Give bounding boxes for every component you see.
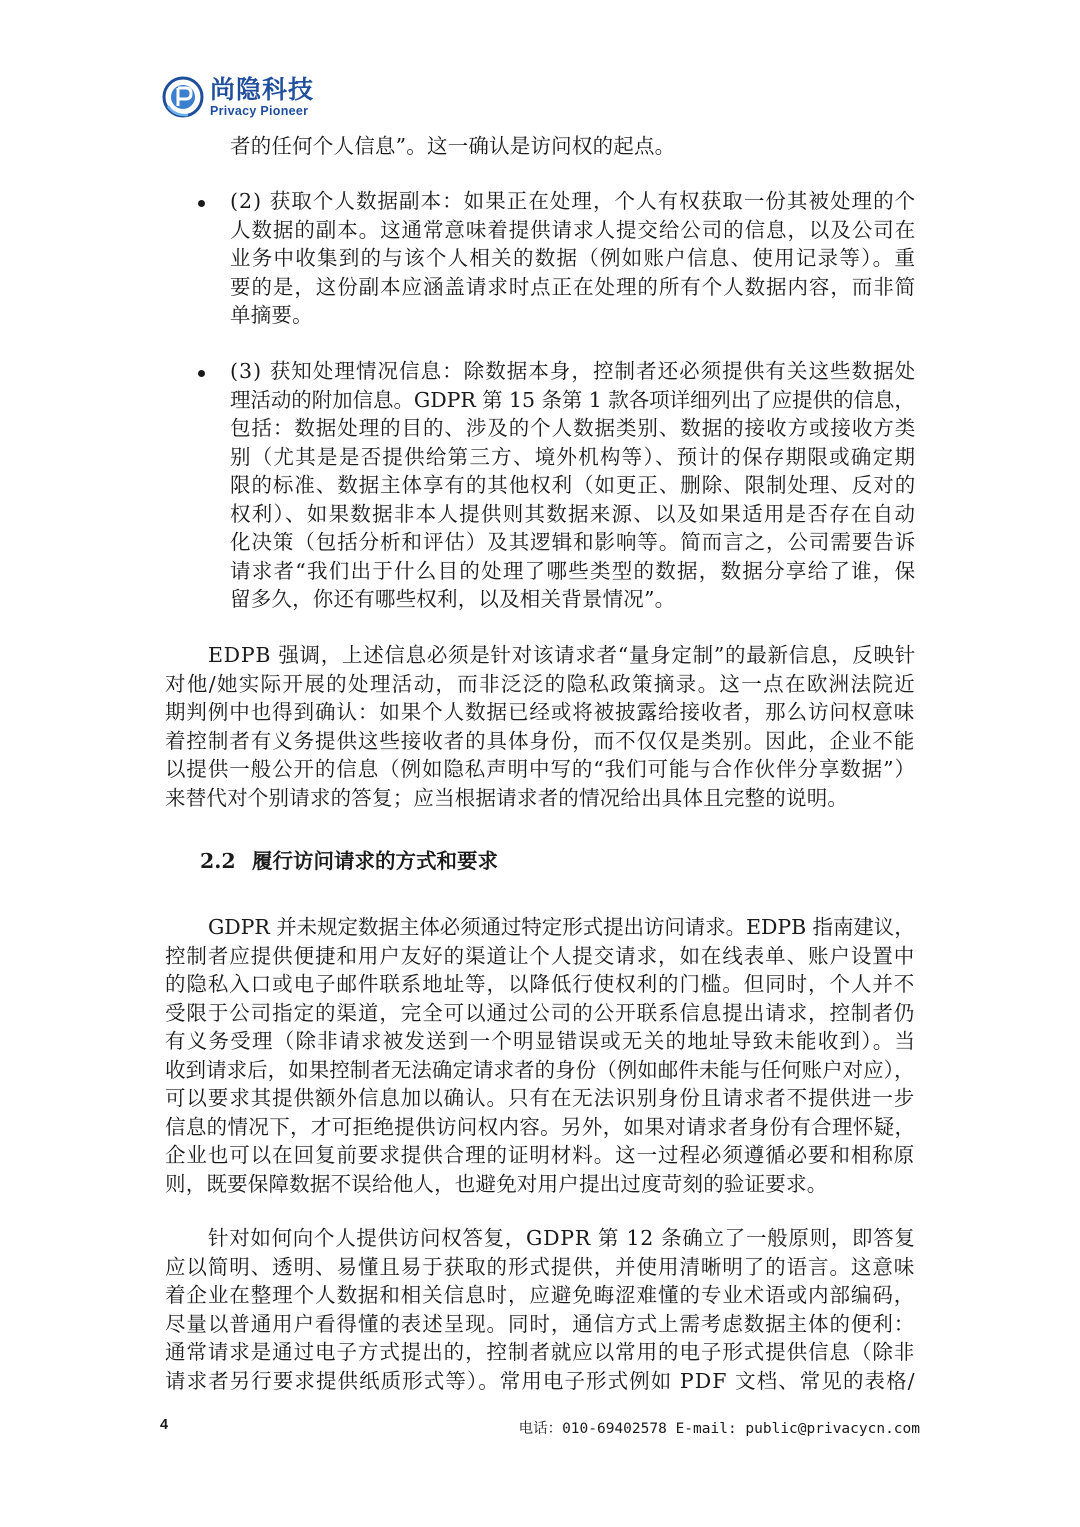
text-line: 可以要求其提供额外信息加以确认。只有在无法识别身份且请求者不提供进一步	[165, 1086, 916, 1110]
text-line: 来替代对个别请求的答复；应当根据请求者的情况给出具体且完整的说明。	[165, 785, 849, 810]
text-line: 人数据的副本。这通常意味着提供请求人提交给公司的信息，以及公司在	[230, 217, 917, 242]
section-number: 2.2	[200, 849, 236, 873]
text-line: 请求者“我们出于什么目的处理了哪些类型的数据，数据分享给了谁，保	[230, 558, 917, 583]
text-line: 信息的情况下，才可拒绝提供访问权内容。另外，如果对请求者身份有合理怀疑，	[165, 1114, 916, 1139]
text-line: (3) 获知处理情况信息：除数据本身，控制者还必须提供有关这些数据处	[230, 359, 917, 383]
text-line: 别（尤其是是否提供给第三方、境外机构等）、预计的保存期限或确定期	[230, 444, 917, 469]
text-line: 期判例中也得到确认：如果个人数据已经或将被披露给接收者，那么访问权意味	[165, 700, 916, 724]
text-line: 对他/她实际开展的处理活动，而非泛泛的隐私政策摘录。这一点在欧洲法院近	[165, 671, 917, 696]
text-line: 控制者应提供便捷和用户友好的渠道让个人提交请求，如在线表单、账户设置中	[165, 943, 916, 968]
text-line: 以提供一般公开的信息（例如隐私声明中写的“我们可能与合作伙伴分享数据”）	[165, 757, 916, 781]
text-line: 者的任何个人信息”。这一确认是访问权的起点。	[230, 134, 676, 158]
bullet-marker	[198, 200, 205, 207]
text-line: 限的标准、数据主体享有的其他权利（如更正、删除、限制处理、反对的	[230, 473, 917, 497]
bullet-marker	[198, 370, 205, 377]
text-line: 尽量以普通用户看得懂的表述呈现。同时，通信方式上需考虑数据主体的便利：	[165, 1311, 916, 1336]
text-line: 则，既要保障数据不误给他人，也避免对用户提出过度苛刻的验证要求。	[165, 1171, 828, 1196]
text-line: 的隐私入口或电子邮件联系地址等，以降低行使权利的门槛。但同时，个人并不	[165, 972, 916, 996]
text-line: 化决策（包括分析和评估）及其逻辑和影响等。简而言之，公司需要告诉	[230, 530, 917, 554]
text-line: 有义务受理（除非请求被发送到一个明显错误或无关的地址导致未能收到）。当	[165, 1029, 917, 1053]
brand-logo	[162, 76, 314, 118]
text-line: 着控制者有义务提供这些接收者的具体身份，而不仅仅是类别。因此，企业不能	[165, 728, 916, 753]
section-title: 履行访问请求的方式和要求	[252, 849, 498, 873]
text-line: 着企业在整理个人数据和相关信息时，应避免晦涩难懂的专业术语或内部编码，	[165, 1283, 916, 1307]
text-line: 收到请求后，如果控制者无法确定请求者的身份（例如邮件未能与任何账户对应），	[165, 1057, 915, 1082]
text-line: 应以简明、透明、易懂且易于获取的形式提供，并使用清晰明了的语言。这意味	[165, 1254, 916, 1279]
text-line: 通常请求是通过电子方式提出的，控制者就应以常用的电子形式提供信息（除非	[165, 1340, 916, 1364]
footer-contact: 电话：010-69402578 E-mail: public@privacycn.com	[518, 1421, 920, 1437]
text-line: (2) 获取个人数据副本：如果正在处理，个人有权获取一份其被处理的个	[230, 189, 917, 213]
text-line: 要的是，这份副本应涵盖请求时点正在处理的所有个人数据内容，而非简	[230, 274, 917, 299]
privacy-pioneer-logo-icon	[162, 76, 204, 118]
logo-chinese-name: 尚隐科技	[210, 74, 315, 104]
text-line: 权利）、如果数据非本人提供则其数据来源、以及如果适用是否存在自动	[230, 501, 917, 526]
page-footer	[160, 1417, 920, 1439]
text-line: 单摘要。	[230, 303, 313, 327]
page-number: 4	[160, 1417, 169, 1433]
text-line: GDPR 并未规定数据主体必须通过特定形式提出访问请求。EDPB 指南建议，	[208, 915, 915, 939]
text-line: 针对如何向个人提供访问权答复，GDPR 第 12 条确立了一般原则，即答复	[208, 1226, 916, 1250]
logo-english-name: Privacy Pioneer	[210, 103, 309, 118]
text-line: 请求者另行要求提供纸质形式等）。常用电子形式例如 PDF 文档、常见的表格/	[165, 1368, 916, 1393]
text-line: 企业也可以在回复前要求提供合理的证明材料。这一过程必须遵循必要和相称原	[165, 1143, 916, 1167]
text-line: 受限于公司指定的渠道，完全可以通过公司的公开联系信息提出请求，控制者仍	[165, 1000, 916, 1025]
text-line: 包括：数据处理的目的、涉及的个人数据类别、数据的接收方或接收方类	[230, 416, 917, 440]
text-line: 理活动的附加信息。GDPR 第 15 条第 1 款各项详细列出了应提供的信息，	[230, 387, 915, 412]
text-line: 业务中收集到的与该个人相关的数据（例如账户信息、使用记录等）。重	[230, 246, 917, 270]
text-line: 留多久，你还有哪些权利，以及相关背景情况”。	[230, 587, 676, 611]
section-heading	[200, 846, 498, 876]
text-line: EDPB 强调，上述信息必须是针对该请求者“量身定制”的最新信息，反映针	[208, 643, 916, 667]
